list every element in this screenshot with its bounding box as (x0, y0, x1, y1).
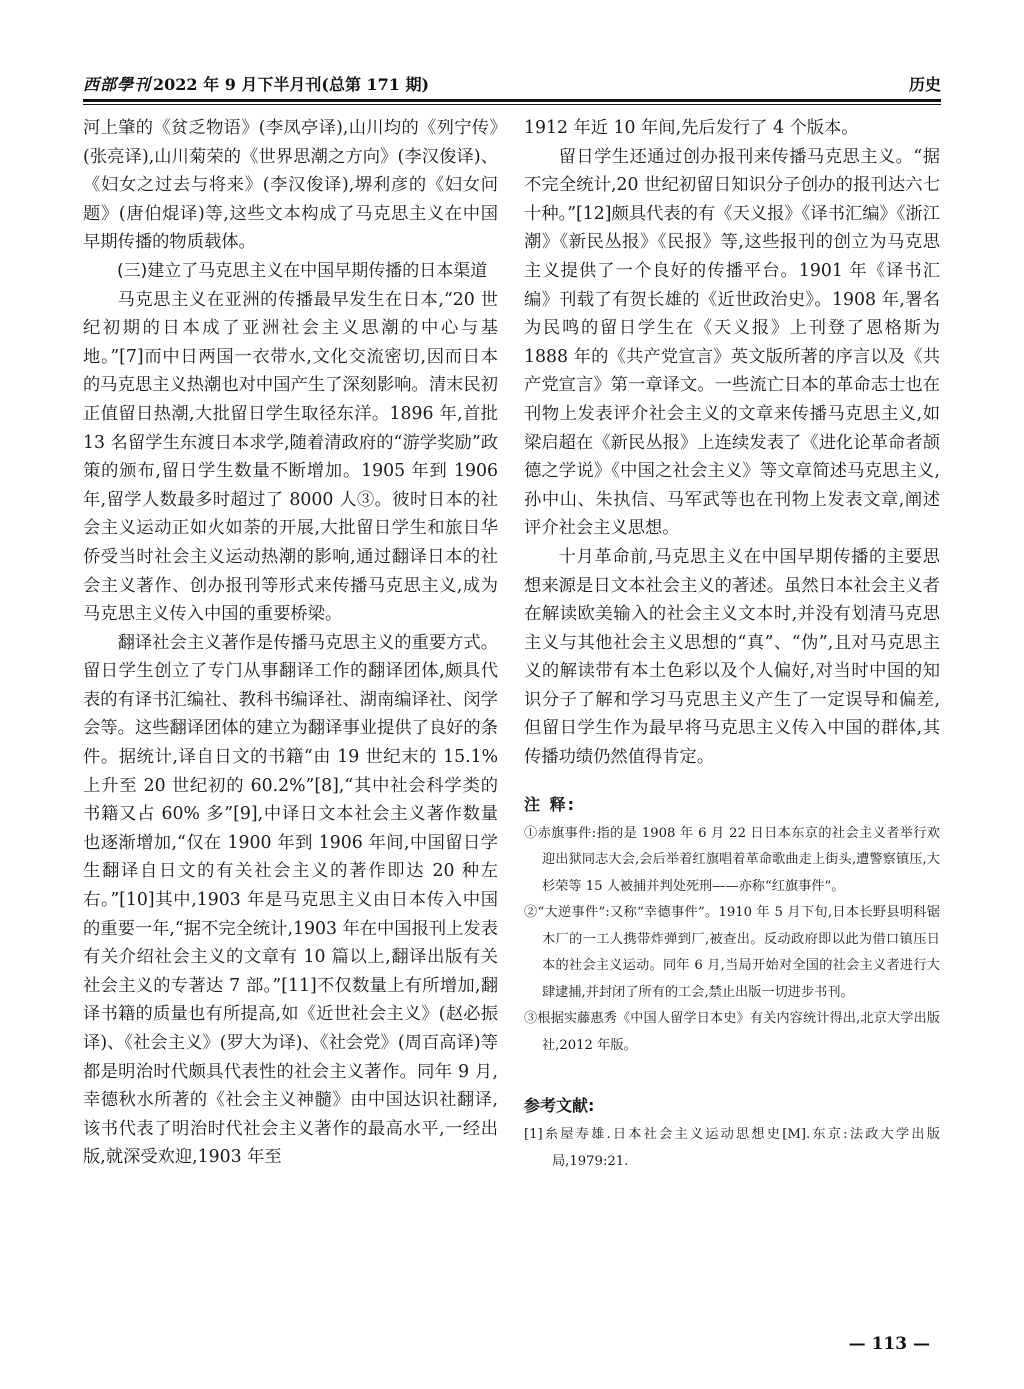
section-label: 历史 (908, 75, 941, 94)
reference-item: [1]糸屋寿雄.日本社会主义运动思想史[M].东京:法政大学出版局,1979:21. (524, 1127, 940, 1169)
paragraph: 1912 年近 10 年间,先后发行了 4 个版本。 (524, 118, 859, 138)
references-heading: 参考文献: (524, 1096, 595, 1116)
paragraph: 河上肇的《贫乏物语》(李凤亭译),山川均的《列宁传》(张亮译),山川菊荣的《世界思潮之方向》(李汉俊译)、《妇女之过去与将来》(李汉俊译),堺利彦的《妇女问题》(唐伯焜译)等,这些文本构成了马克思主义在中国早期传播的物质载体。 (83, 118, 498, 253)
footnote-item: ①赤旗事件:指的是 1908 年 6 月 22 日日本东京的社会主义者举行欢迎出狱同志大会,会后举着红旗唱着革命歌曲走上街头,遭警察镇压,大杉荣等 15 人被捕并判处死刑——亦称“红旗事件”。 (524, 825, 940, 894)
paragraph: 马克思主义在亚洲的传播最早发生在日本,“20 世纪初期的日本成了亚洲社会主义思潮的中心与基地。”[7]而中日两国一衣带水,文化交流密切,因而日本的马克思主义热潮也对中国产生了深刻影响。清末民初正值留日热潮,大批留日学生取径东洋。1896 年,首批 13 名留学生东渡日本求学,随着清政府的“游学奖励”政策的颁布,留日学生数量不断增加。1905 年到 1906 年,留学人数最多时超过了 8000 人③。彼时日本的社会主义运动正如火如荼的开展,大批留日学生和旅日华侨受当时社会主义运动热潮的影响,通过翻译日本的社会主义著作、创办报刊等形式来传播马克思主义,成为马克思主义传入中国的重要桥梁。 (83, 289, 498, 625)
notes-heading: 注 释: (524, 794, 576, 814)
footnote-item: ③根据实藤惠秀《中国人留学日本史》有关内容统计得出,北京大学出版社,2012 年版。 (524, 1011, 940, 1053)
header-rule (83, 99, 941, 102)
running-header (83, 72, 941, 98)
footnote-item: ②“大逆事件”:又称“幸德事件”。1910 年 5 月下旬,日本长野县明科锯木厂的一工人携带炸弹到厂,被查出。反动政府即以此为借口镇压日本的社会主义运动。同年 6 月,当局开始对全国的社会主义者进行大肆逮捕,并封闭了所有的工会,禁止出版一切进步书刊。 (524, 905, 940, 1000)
paragraph: 留日学生还通过创办报刊来传播马克思主义。“据不完全统计,20 世纪初留日知识分子创办的报刊达六七十种。”[12]颇具代表的有《天义报》《译书汇编》《浙江潮》《新民丛报》《民报》等,这些报刊的创立为马克思主义提供了一个良好的传播平台。1901 年《译书汇编》刊载了有贺长雄的《近世政治史》。1908 年,署名为民鸣的留日学生在《天义报》上刊登了恩格斯为 1888 年的《共产党宣言》英文版所著的序言以及《共产党宣言》第一章译文。一些流亡日本的革命志士也在刊物上发表评介社会主义的文章来传播马克思主义,如梁启超在《新民丛报》上连续发表了《进化论革命者颉德之学说》《中国之社会主义》等文章简述马克思主义,孙中山、朱执信、马军武等也在刊物上发表文章,阐述评介社会主义思想。 (524, 146, 940, 539)
paragraph: 十月革命前,马克思主义在中国早期传播的主要思想来源是日文本社会主义的著述。虽然日本社会主义者在解读欧美输入的社会主义文本时,并没有划清马克思主义与其他社会主义思想的“真”、“伪”,且对马克思主义的解读带有本土色彩以及个人偏好,对当时中国的知识分子了解和学习马克思主义产生了一定误导和偏差,但留日学生作为最早将马克思主义传入中国的群体,其传播功绩仍然值得肯定。 (524, 546, 940, 768)
journal-logo: 西部學刊 (83, 75, 152, 94)
header-rule-thin (83, 104, 941, 105)
paragraph: 翻译社会主义著作是传播马克思主义的重要方式。留日学生创立了专门从事翻译工作的翻译团体,颇具代表的有译书汇编社、教科书编译社、湖南编译社、闵学会等。这些翻译团体的建立为翻译事业提供了良好的条件。据统计,译自日文的书籍“由 19 世纪末的 15.1% 上升至 20 世纪初的 60.2%”[8],“其中社会科学类的书籍又占 60% 多”[9],中译日文本社会主义著作数量也逐渐增加,“仅在 1900 年到 1906 年间,中国留日学生翻译自日文的有关社会主义的著作即达 20 种左右。”[10]其中,1903 年是马克思主义由日本传入中国的重要一年,“据不完全统计,1903 年在中国报刊上发表有关介绍社会主义的文章有 10 篇以上,翻译出版有关社会主义的专著达 7 部。”[11]不仅数量上有所增加,翻译书籍的质量也有所提高,如《近世社会主义》(赵必振译)、《社会主义》(罗大为译)、《社会党》(周百高译)等都是明治时代颇具代表性的社会主义著作。同年 9 月,幸德秋水所著的《社会主义神髓》由中国达识社翻译,该书代表了明治时代社会主义著作的最高水平,一经出版,就深受欢迎,1903 年至 (83, 632, 498, 1168)
issue-info: 2022 年 9 月下半月刊(总第 171 期) (153, 75, 430, 94)
section-subheading: (三)建立了马克思主义在中国早期传播的日本渠道 (117, 260, 488, 281)
right-column (524, 114, 940, 1175)
page-number: — 113 — (848, 1334, 930, 1354)
masthead (83, 72, 429, 95)
left-column (83, 114, 498, 1172)
